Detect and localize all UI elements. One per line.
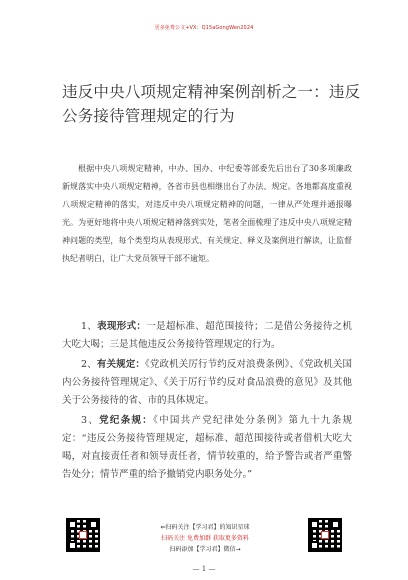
page-number: — 1 — bbox=[192, 565, 216, 573]
section-1-lead: 1、 bbox=[81, 321, 98, 332]
footer-line-1: ⇐扫码关注【学习君】的知识星球 bbox=[160, 524, 250, 531]
section-3-text: 《中国共产党纪律处分条例》第九十九条规定：“违反公务接待管理规定，超标准、超范围接待或者借机大吃大喝，对直接责任者和领导责任者，情节较重的，给予警告或者严重警告处分；情节严重的给予撤销党内职务处分。” bbox=[62, 415, 352, 480]
section-2-text: 《党政机关厉行节约反对浪费条例》、《党政机关国内公务接待管理规定》、《关于厉行节约反对食品浪费的意见》及其他关于公务接待的省、市的具体规定。 bbox=[62, 359, 352, 406]
qr-code-icon[interactable] bbox=[66, 518, 100, 552]
document-title: 违反中央八项规定精神案例剖析之一：违反公务接待管理规定的行为 bbox=[62, 83, 361, 125]
section-3 bbox=[62, 412, 352, 484]
section-3-lead: 3、 bbox=[81, 415, 100, 426]
section-1-label: 表现形式： bbox=[97, 321, 147, 332]
header-banner: 更多免费公文+VX：Q15aGongWen2024 bbox=[154, 25, 254, 31]
intro-paragraph: 根据中央八项规定精神，中办、国办、中纪委等部委先后出台了30多项廉政新规落实中央八项规定精神，各省市县也相继出台了办法、规定。各地都高度重视八项规定精神的落实，对违反中央八项规定精神的问题，一律从严处理并通报曝光。为更好地将中央八项规定精神落到实处，笔者全面梳理了违反中央八项规定精神问题的类型，每个类型均从表现形式、有关规定、释义及案例进行解读，让监督执纪者明白，让广大党员领导干部不逾矩。 bbox=[62, 164, 352, 263]
section-2-lead: 2、 bbox=[81, 359, 97, 370]
section-2-label: 有关规定： bbox=[96, 359, 145, 370]
footer-line-3: 扫码添加【学习君】微信→ bbox=[169, 546, 241, 553]
section-1-text: 一是超标准、超范围接待；二是借公务接待之机大吃大喝；三是其他违反公务接待管理规定的行为。 bbox=[62, 321, 352, 350]
footer-line-2: 扫码关注 免费加群 获取更多资料 bbox=[161, 535, 249, 542]
footer bbox=[0, 518, 408, 568]
section-3-label: 党纪条规： bbox=[99, 415, 154, 426]
section-1 bbox=[62, 318, 352, 354]
section-2 bbox=[62, 356, 352, 410]
qr-code-icon[interactable] bbox=[308, 518, 342, 552]
footer-text bbox=[120, 522, 290, 555]
